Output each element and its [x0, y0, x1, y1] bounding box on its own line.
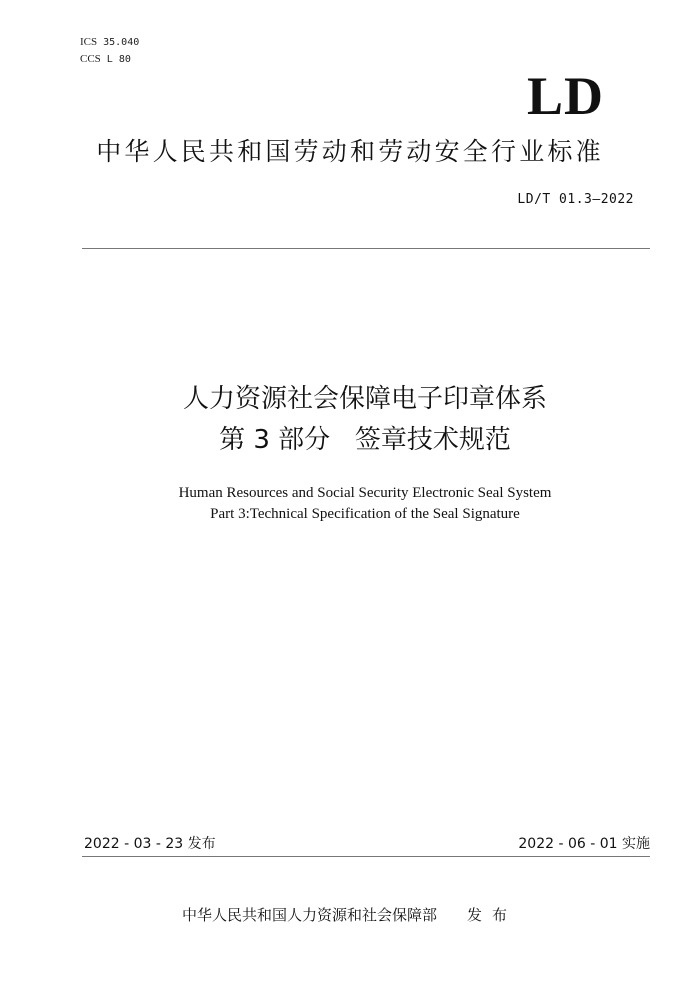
ics-code [80, 34, 139, 51]
publish-action: 发布 [467, 906, 518, 924]
ics-label: ICS [80, 36, 98, 48]
ics-value: 35.040 [103, 37, 140, 48]
publisher-name: 中华人民共和国人力资源和社会保障部 [182, 906, 438, 924]
implementation-date: 2022 - 06 - 01 实施 [518, 836, 650, 852]
document-title-zh-line1: 人力资源社会保障电子印章体系 [182, 384, 547, 414]
publisher [182, 905, 517, 925]
classification-codes [80, 34, 139, 68]
bottom-divider [82, 856, 650, 857]
standard-number: LD/T 01.3—2022 [517, 192, 634, 207]
top-divider [82, 248, 650, 249]
issue-date: 2022 - 03 - 23 发布 [84, 836, 216, 852]
document-title-zh-line2 [0, 423, 700, 457]
ccs-code [80, 51, 139, 68]
ccs-value: L 80 [106, 54, 131, 65]
document-title-en-line1: Human Resources and Social Security Electronic Seal System [178, 485, 552, 501]
ld-logo: LD [526, 66, 604, 126]
document-title-en-line2: Part 3:Technical Specification of the Seal Signature [210, 506, 520, 522]
standard-category-title: 中华人民共和国劳动和劳动安全行业标准 [96, 137, 604, 166]
ccs-label: CCS [80, 53, 101, 65]
document-title-zh-line2-text: 第 3 部分 签章技术规范 [219, 425, 511, 455]
